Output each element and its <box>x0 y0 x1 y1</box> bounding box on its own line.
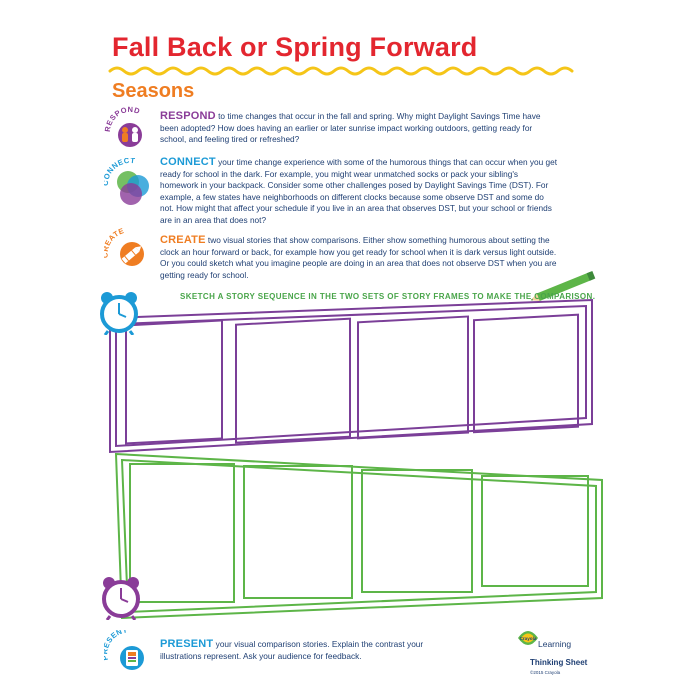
thinking-sheet-label: Thinking Sheet <box>530 658 588 667</box>
respond-text: to time changes that occur in the fall and spring. Why might Daylight Savings Time have been adopted? How does having an earlier or later sunrise impact working outdoors, getting ready for school, and feeling tired or refreshed? <box>160 111 541 145</box>
connect-keyword: CONNECT <box>160 156 216 168</box>
respond-badge <box>104 104 156 150</box>
crayola-logo-text: Crayola <box>519 636 537 641</box>
respond-badge-label: ESPOND <box>104 104 142 127</box>
wavy-divider <box>108 64 576 78</box>
create-paragraph <box>160 235 558 281</box>
purple-story-frames <box>96 296 606 466</box>
green-story-frames <box>112 442 612 622</box>
alarm-clock-icon <box>96 289 142 335</box>
crayola-logo <box>516 626 540 650</box>
create-badge <box>104 228 158 272</box>
create-badge-label: ATE <box>106 228 126 243</box>
tablet-icon <box>104 630 158 676</box>
create-text: two visual stories that show comparisons. Either show something humorous about setting the clock an hour forward or back, for example how you get ready for school when it is dark versus light outside. Or you could sketch what you imagine people are doing in an area that does not observe DST when you are getting ready for school. <box>160 235 557 280</box>
respond-keyword: RESPOND <box>160 110 216 122</box>
present-badge <box>104 630 158 676</box>
connect-badge <box>104 158 158 208</box>
copyright-label: ©2015 Crayola <box>530 670 561 675</box>
connect-badge-label: NNECT <box>105 158 136 176</box>
page-title: Fall Back or Spring Forward <box>112 32 478 62</box>
page-subtitle: Seasons <box>112 80 195 102</box>
learning-label: Learning <box>538 639 572 649</box>
respond-paragraph <box>160 111 558 146</box>
connect-paragraph <box>160 157 558 227</box>
venn-circles-icon <box>104 158 158 208</box>
present-paragraph <box>160 639 460 662</box>
create-keyword: CREATE <box>160 234 206 246</box>
people-icon <box>104 104 156 150</box>
present-text: your visual comparison stories. Explain the contrast your illustrations represent. Ask your audience for feedback. <box>160 639 424 661</box>
sketch-instruction: SKETCH A STORY SEQUENCE IN THE TWO SETS OF STORY FRAMES TO MAKE THE COMPARISON. <box>180 292 596 301</box>
connect-text: your time change experience with some of the humorous things that can occur when you get ready for school in the dark. For example, you might wear unmatched socks or pack your sibling's homework in your backpack. Consider some other challenges posed by Daylight Savings Time (DST). For example, a few states have neighborhoods on different clocks because some observe DST and some do not. How might that affect your schedule if you live in an area that observes DST, but your school or friends are in an area that does not? <box>160 157 558 225</box>
alarm-clock-icon <box>98 574 144 620</box>
present-badge-label: SENT <box>104 630 129 645</box>
crayon-icon <box>104 228 158 272</box>
present-keyword: PRESENT <box>160 638 214 650</box>
